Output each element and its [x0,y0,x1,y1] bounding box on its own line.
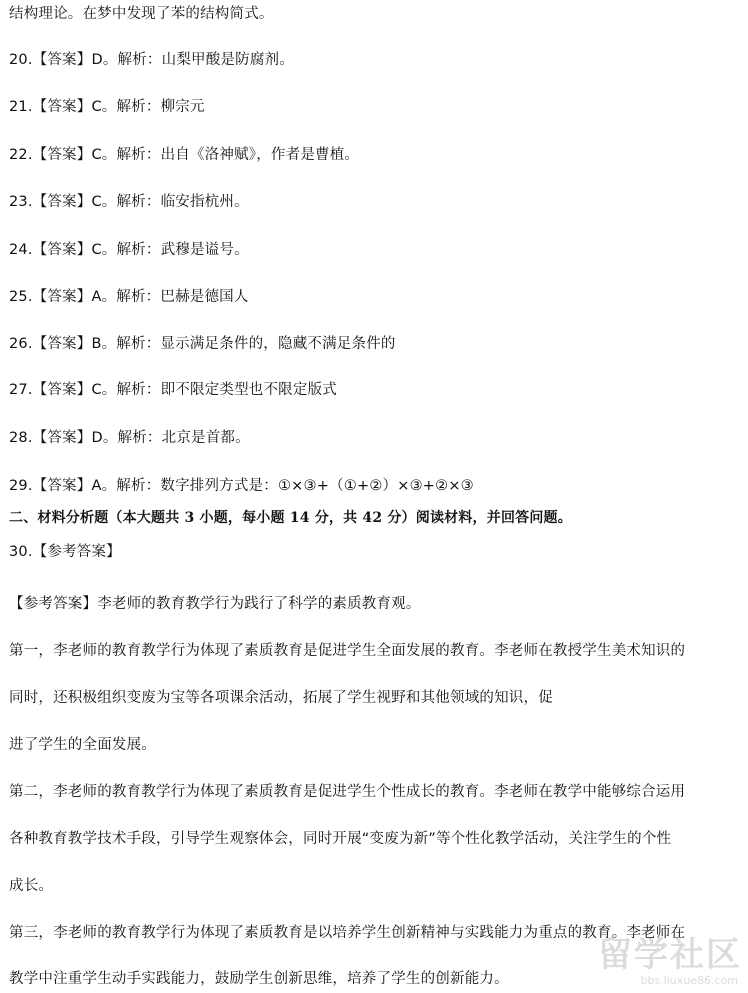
watermark-url: bbs.liuxue86.com [640,974,738,987]
paragraph-2-line-2: 各种教育教学技术手段，引导学生观察体会，同时开展“变废为新”等个性化教学活动，关注学生的个性 [9,831,672,847]
answer-26: 26.【答案】B。解析：显示满足条件的，隐藏不满足条件的 [9,336,396,352]
answer-30-label: 30.【参考答案】 [9,544,121,560]
answer-27: 27.【答案】C。解析：即不限定类型也不限定版式 [9,382,337,398]
answer-20: 20.【答案】D。解析：山梨甲酸是防腐剂。 [9,52,294,68]
answer-21: 21.【答案】C。解析：柳宗元 [9,99,205,115]
answer-22: 22.【答案】C。解析：出自《洛神赋》，作者是曹植。 [9,147,360,163]
section-heading: 二、材料分析题（本大题共 3 小题，每小题 14 分，共 42 分）阅读材料，并回答问题。 [9,510,572,526]
answer-29: 29.【答案】A。解析：数字排列方式是：①×③+（①+②）×③+②×③ [9,478,474,494]
reference-answer: 【参考答案】李老师的教育教学行为践行了科学的素质教育观。 [9,596,421,612]
watermark-logo-text: 留学社区 [598,935,742,975]
paragraph-1-line-2: 同时，还积极组织变废为宝等各项课余活动，拓展了学生视野和其他领域的知识，促 [9,690,553,706]
paragraph-3-line-2: 教学中注重学生动手实践能力，鼓励学生创新思维，培养了学生的创新能力。 [9,971,509,987]
answer-24: 24.【答案】C。解析：武穆是谥号。 [9,242,249,258]
paragraph-2-line-3: 成长。 [9,878,54,894]
paragraph-3-line-1: 第三，李老师的教育教学行为体现了素质教育是以培养学生创新精神与实践能力为重点的教育。李老师在 [9,925,686,941]
paragraph-1-line-3: 进了学生的全面发展。 [9,737,156,753]
paragraph-1-line-1: 第一，李老师的教育教学行为体现了素质教育是促进学生全面发展的教育。李老师在教授学生美术知识的 [9,643,686,659]
answer-23: 23.【答案】C。解析：临安指杭州。 [9,194,249,210]
answer-28: 28.【答案】D。解析：北京是首都。 [9,430,250,446]
paragraph-2-line-1: 第二，李老师的教育教学行为体现了素质教育是促进学生个性成长的教育。李老师在教学中能够综合运用 [9,784,686,800]
text-line-1: 结构理论。在梦中发现了苯的结构简式。 [9,6,274,22]
answer-25: 25.【答案】A。解析：巴赫是德国人 [9,289,249,305]
site-watermark [592,919,742,989]
